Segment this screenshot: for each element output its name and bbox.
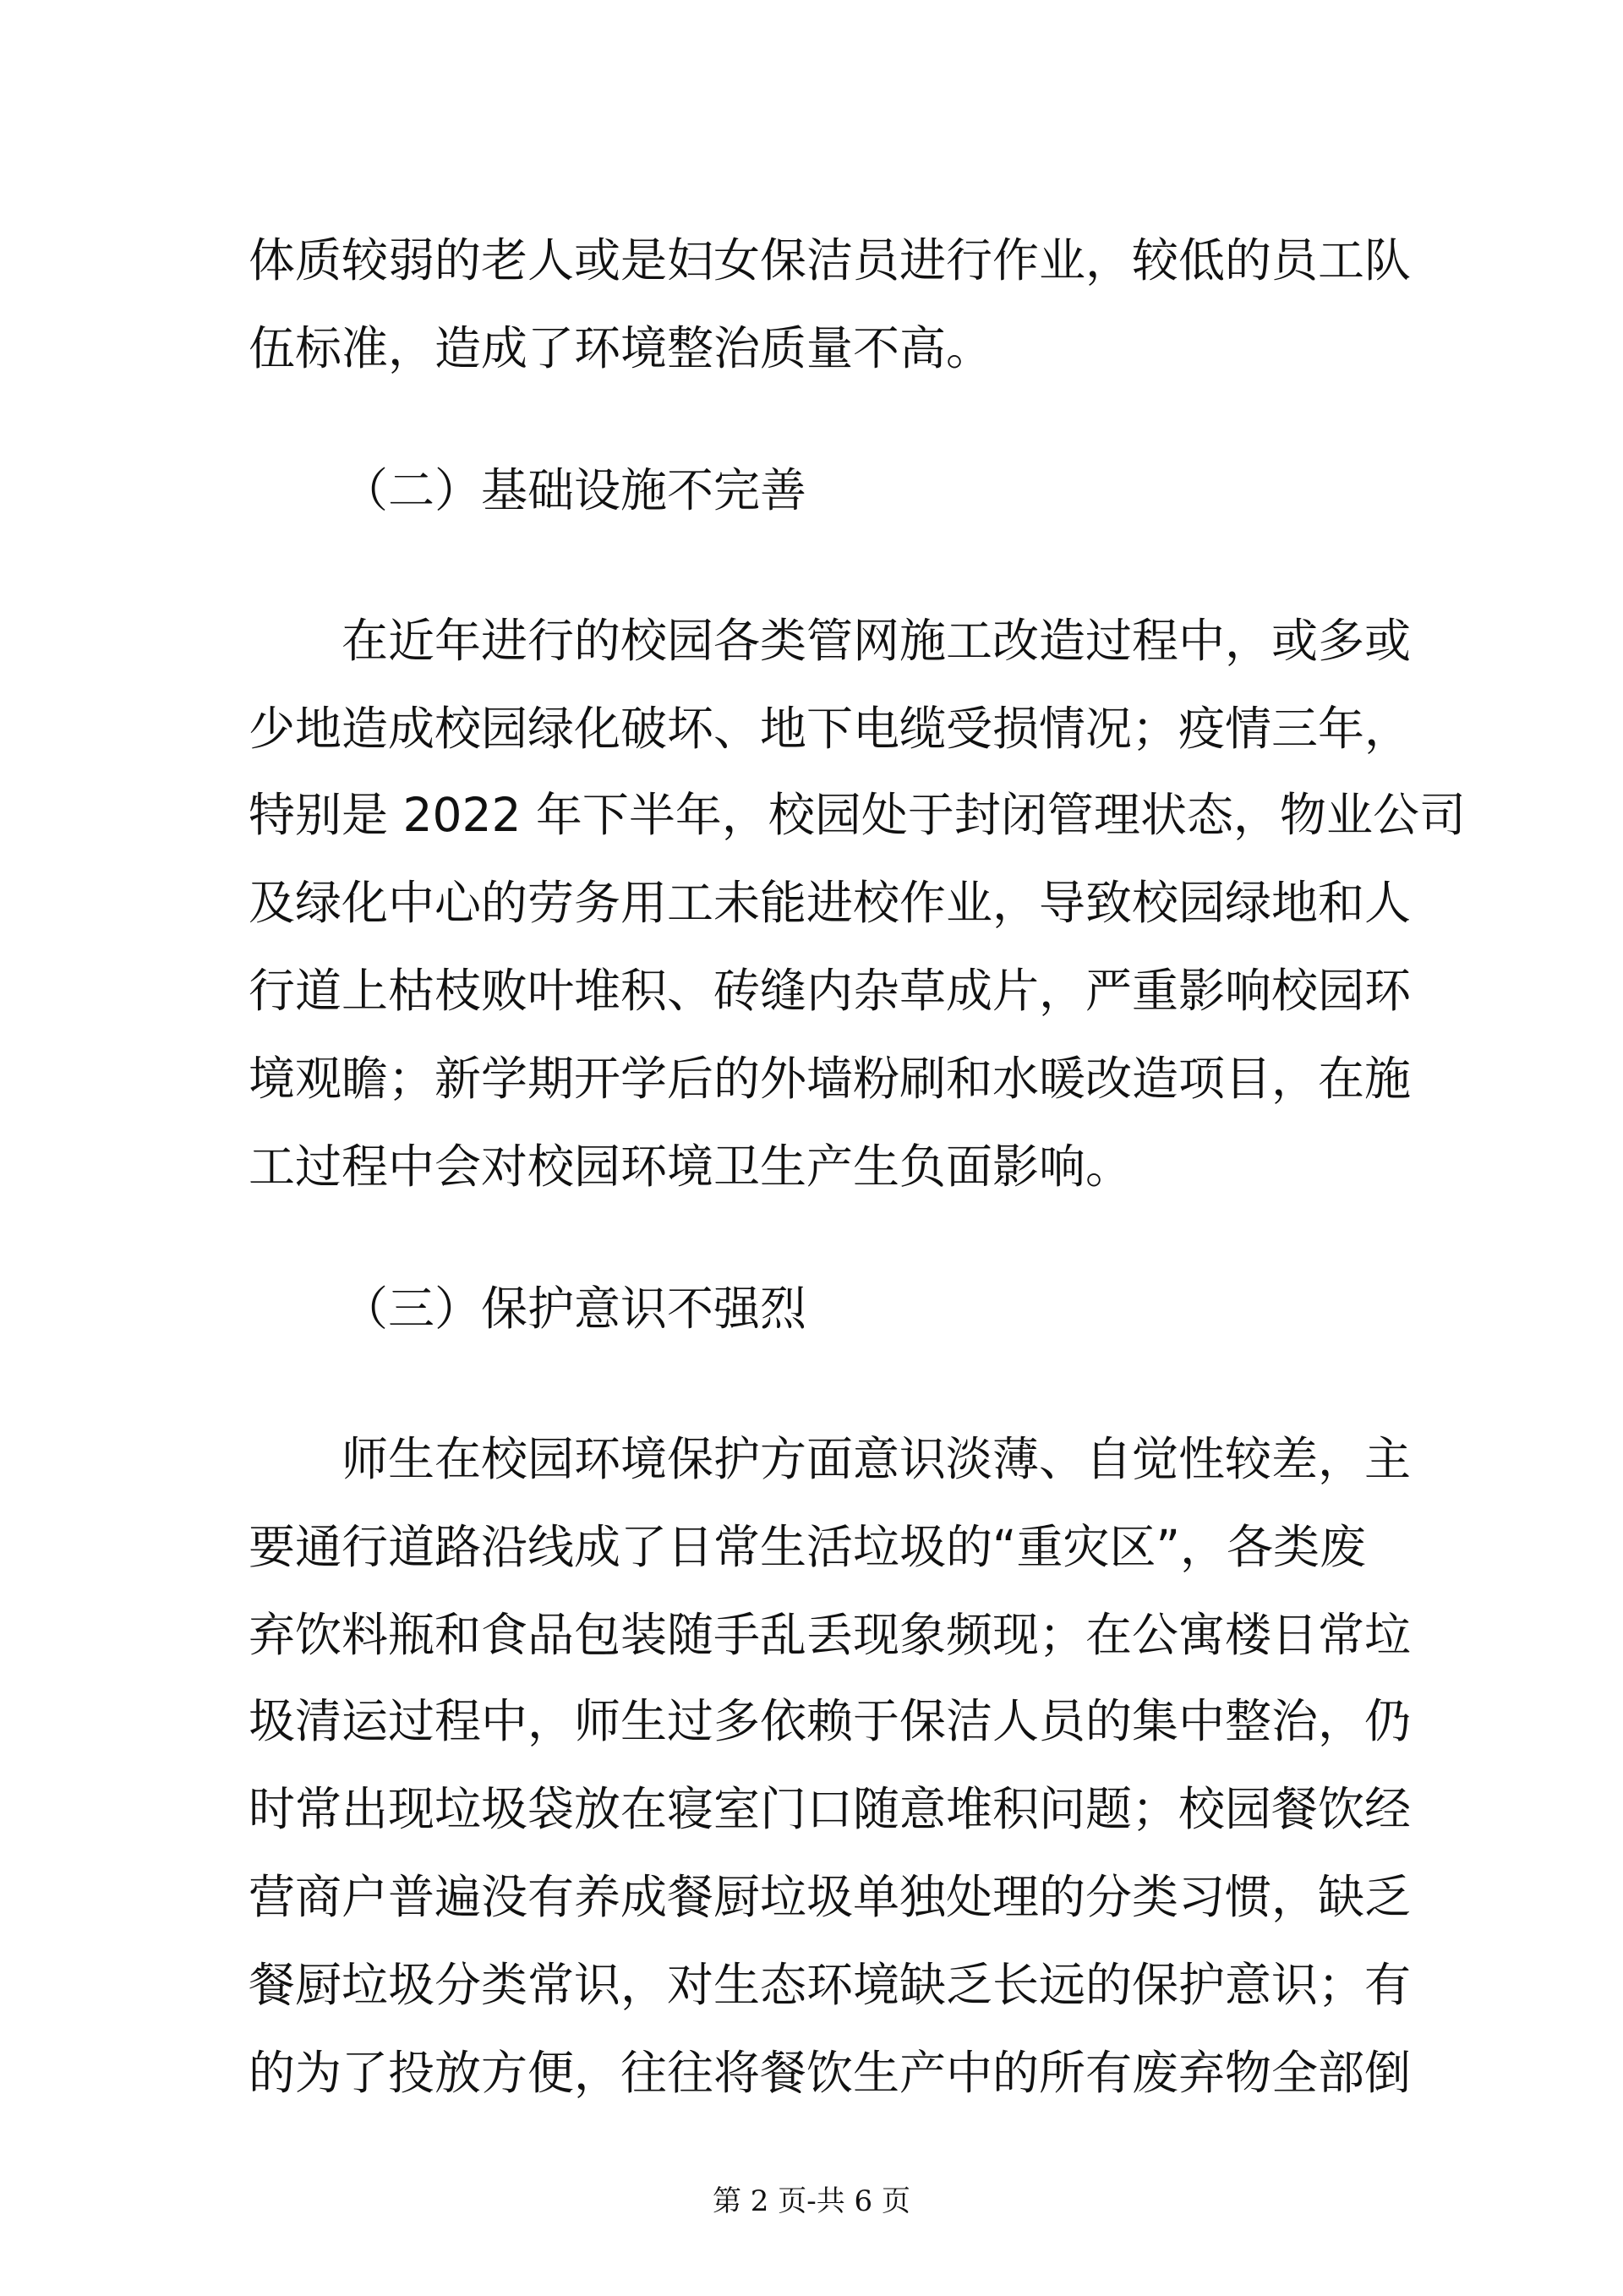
section-heading: （二）基础设施不完善 <box>342 463 807 517</box>
text-line: 弃饮料瓶和食品包装随手乱丢现象频现；在公寓楼日常垃 <box>249 1608 1412 1662</box>
text-line: 工过程中会对校园环境卫生产生负面影响。 <box>249 1140 1133 1194</box>
text-line: 特别是 2022 年下半年，校园处于封闭管理状态，物业公司 <box>249 788 1466 842</box>
text-line: 圾清运过程中，师生过多依赖于保洁人员的集中整治，仍 <box>249 1694 1412 1748</box>
text-line: 及绿化中心的劳务用工未能进校作业，导致校园绿地和人 <box>249 876 1412 930</box>
section-heading: （三）保护意识不强烈 <box>342 1282 807 1336</box>
text-line: 体质较弱的老人或是妇女保洁员进行作业，较低的员工队 <box>249 233 1412 287</box>
text-line: 时常出现垃圾袋放在寝室门口随意堆积问题；校园餐饮经 <box>249 1782 1412 1836</box>
text-line: 行道上枯枝败叶堆积、砖缝内杂草成片，严重影响校园环 <box>249 964 1412 1018</box>
text-line: 营商户普遍没有养成餐厨垃圾单独处理的分类习惯，缺乏 <box>249 1870 1412 1924</box>
text-line: 要通行道路沿线成了日常生活垃圾的“重灾区”，各类废 <box>249 1520 1366 1574</box>
text-line: 的为了投放方便，往往将餐饮生产中的所有废弃物全部倒 <box>249 2046 1412 2100</box>
page-number-footer: 第 2 页-共 6 页 <box>713 2184 910 2218</box>
text-line: 师生在校园环境保护方面意识淡薄、自觉性较差，主 <box>342 1432 1412 1486</box>
text-line: 少地造成校园绿化破坏、地下电缆受损情况；疫情三年， <box>249 702 1412 756</box>
text-line: 在近年进行的校园各类管网施工改造过程中，或多或 <box>342 614 1412 668</box>
text-line: 伍标准，造成了环境整治质量不高。 <box>249 321 993 375</box>
text-line: 餐厨垃圾分类常识，对生态环境缺乏长远的保护意识；有 <box>249 1958 1412 2012</box>
text-line: 境观瞻；新学期开学后的外墙粉刷和水暖改造项目，在施 <box>249 1052 1412 1106</box>
